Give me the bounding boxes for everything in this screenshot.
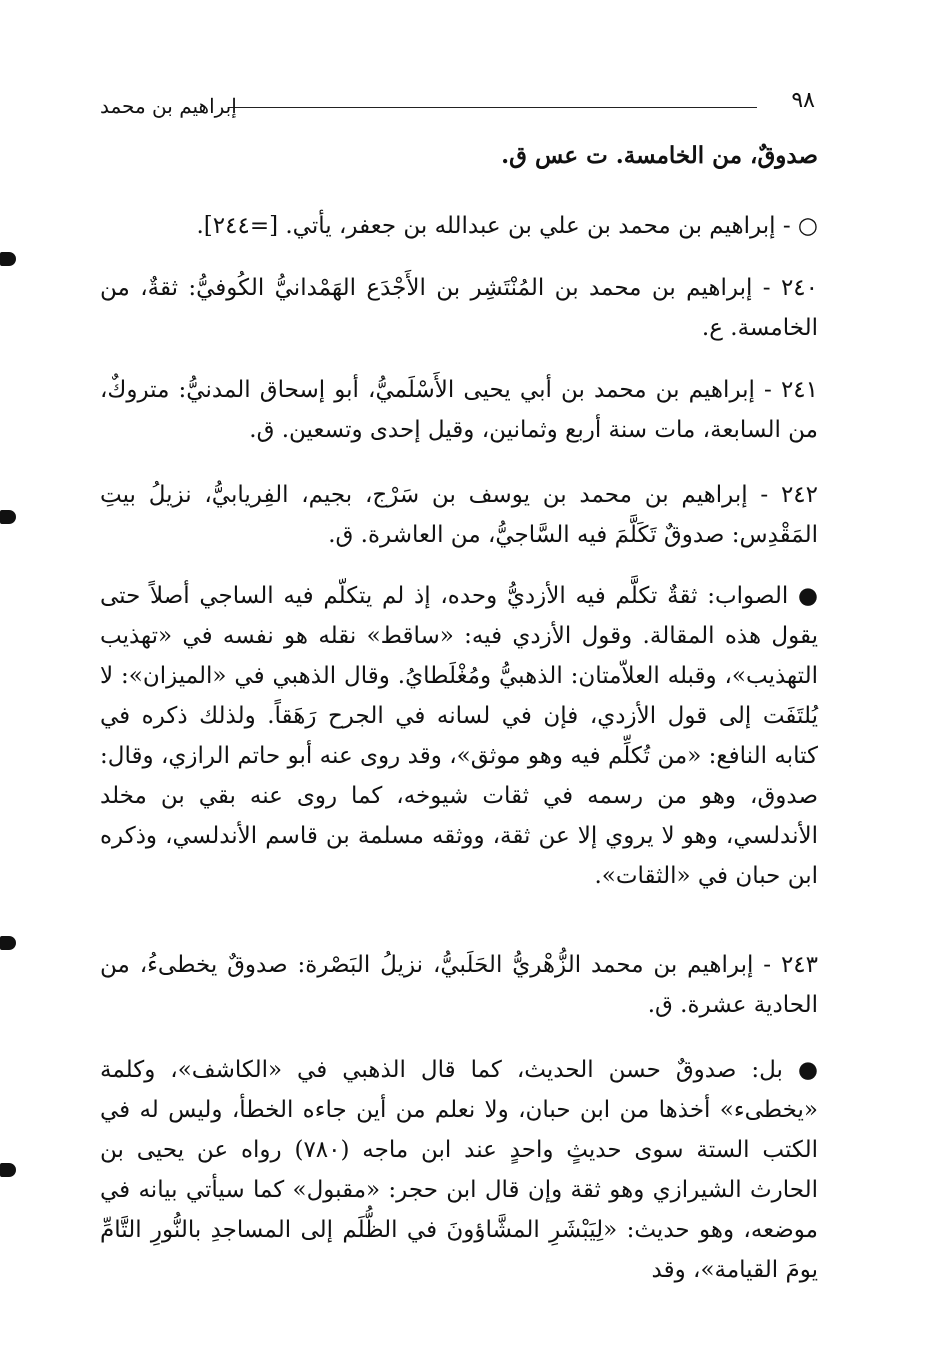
paragraph-2: ○ - إبراهيم بن محمد بن علي بن عبدالله بن جعفر، يأتي. [=٢٤٤]. xyxy=(196,213,818,239)
paragraph-7: ٢٤٣ - إبراهيم بن محمد الزُّهْريُّ الحَلَبيُّ، نزيلُ البَصْرة: صدوقٌ يخطىءُ، من الحادية عشرة. ق. xyxy=(100,952,818,1018)
paragraph-3: ٢٤٠ - إبراهيم بن محمد بن المُنْتَشِر بن الأَجْدَع الهَمْدانيُّ الكُوفيُّ: ثقةٌ، من الخامسة. ع. xyxy=(100,275,818,341)
scan-mark xyxy=(0,1163,16,1177)
paragraph-1: صدوقٌ، من الخامسة. ت عس ق. xyxy=(501,142,818,169)
paragraph-4: ٢٤١ - إبراهيم بن محمد بن أبي يحيى الأَسْلَميُّ، أبو إسحاق المدنيُّ: متروكٌ، من السابعة، مات سنة أربع وثمانين، وقيل إحدى وتسعين. ق. xyxy=(100,377,818,443)
paragraph-5: ٢٤٢ - إبراهيم بن محمد بن يوسف بن سَرْج، بجيم، الفِريابيُّ، نزيلُ بيتِ المَقْدِس: صدوقٌ تَكَلَّمَ فيه السَّاجيُّ، من العاشرة. ق. xyxy=(100,482,818,548)
page-number: ٩٨ xyxy=(791,88,815,113)
page-header xyxy=(100,88,815,128)
header-rule xyxy=(228,107,757,108)
scan-mark xyxy=(0,936,16,950)
paragraph-6: ● الصواب: ثقةٌ تكلَّم فيه الأزديُّ وحده، إذ لم يتكلّم فيه الساجي أصلاً حتى يقول هذه المقالة. وقول الأزدي فيه: «ساقط» نقله هو نفسه في «تهذيب التهذيب»، وقبله العلاّمتان: الذهبيُّ ومُغْلَطايُ. وقال الذهبي في «الميزان»: لا يُلتَفَت إلى قول الأزدي، فإن في لسانه في الجرح رَهَقاً. ولذلك ذكره في كتابه النافع: «من تُكلِّم فيه وهو موثق»، وقد روى عنه أبو حاتم الرازي، وقال: صدوق، وهو من رسمه في ثقات شيوخه، كما روى عنه بقي بن مخلد الأندلسي، وهو لا يروي إلا عن ثقة، ووثقه مسلمة بن قاسم الأندلسي، وذكره ابن حبان في «الثقات». xyxy=(100,583,818,889)
paragraph-8: ● بل: صدوقٌ حسن الحديث، كما قال الذهبي في «الكاشف»، وكلمة «يخطىء» أخذها من ابن حبان، ولا نعلم من أين جاءه الخطأ، وليس له في الكتب الستة سوى حديثٍ واحدٍ عند ابن ماجه (٧٨٠) رواه عن يحيى بن الحارث الشيرازي وهو ثقة وإن قال ابن حجر: «مقبول» كما سيأتي بيانه في موضعه، وهو حديث: «لِيَبْشَرِ المشَّاؤونَ في الظُّلَم إلى المساجدِ بالنُّورِ التَّامِّ يومَ القيامة»، وقد xyxy=(100,1057,819,1283)
scan-mark xyxy=(0,510,16,524)
scan-mark xyxy=(0,252,16,266)
running-title: إبراهيم بن محمد xyxy=(100,94,237,118)
